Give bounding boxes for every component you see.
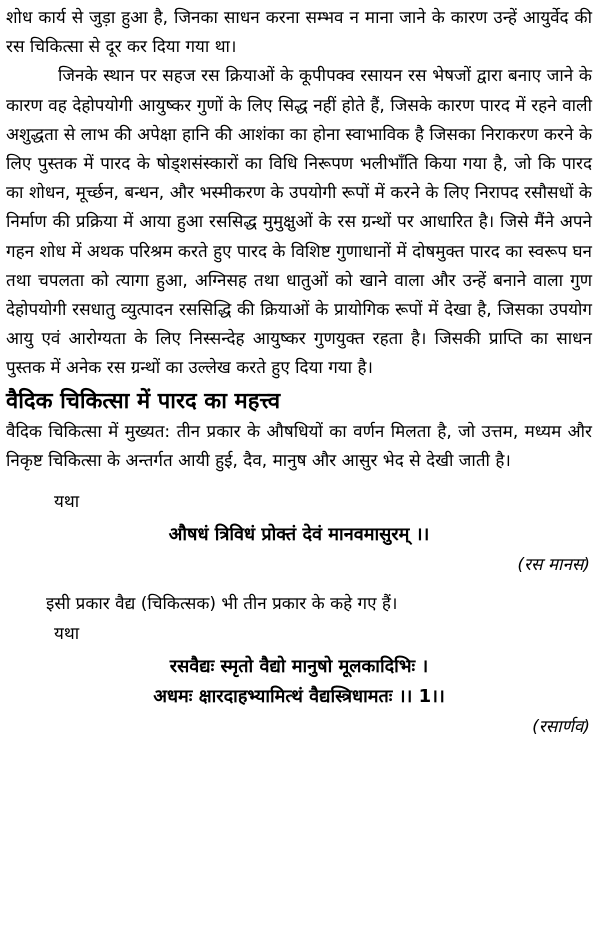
verse-line: औषधं त्रिविधं प्रोक्तं देवं मानवमासुरम् ।।	[168, 524, 430, 546]
yatha-label: यथा	[54, 624, 80, 645]
verse-line: अधमः क्षारदाहभ्यामित्थं वैद्यस्त्रिधामतः ।। 1।।	[153, 686, 445, 708]
verse-source: (रस मानस)	[517, 555, 590, 576]
vaidya-line: इसी प्रकार वैद्य (चिकित्सक) भी तीन प्रकार के कहे गए हैं।	[46, 594, 398, 615]
section-heading: वैदिक चिकित्सा में पारद का महत्त्व	[6, 388, 281, 414]
verse-line: रसवैद्यः स्मृतो वैद्यो मानुषो मूलकादिभिः ।	[169, 656, 429, 678]
intro-paragraph: शोध कार्य से जुड़ा हुआ है, जिनका साधन करना सम्भव न माना जाने के कारण उन्हें आयुर्वेद की रस चिकित्सा से दूर कर दिया गया था।	[6, 8, 592, 58]
section-paragraph: वैदिक चिकित्सा में मुख्यत: तीन प्रकार के औषधियों का वर्णन मिलता है, जो उत्तम, मध्यम और निकृष्ट चिकित्सा के अन्तर्गत आयी हुई, दैव, मानुष और आसुर भेद से देखी जाती है।	[6, 421, 592, 471]
main-paragraph: जिनके स्थान पर सहज रस क्रियाओं के कूपीपक्व रसायन रस भेषजों द्वारा बनाए जाने के कारण वह देहोपयोगी आयुष्कर गुणों के लिए सिद्ध नहीं होते हैं, जिसके कारण पारद में रहने वाली अशुद्धता से लाभ की अपेक्षा हानि की आशंका का होना स्वाभाविक है जिसका निराकरण करने के लिए पुस्तक में पारद के षोड्शसंस्कारों का विधि निरूपण भलीभाँति किया गया है, जो कि पारद का शोधन, मूर्च्छन, बन्धन, और भस्मीकरण के उपयोगी रूपों में करने के लिए निरापद रसौसधों के निर्माण की प्रक्रिया में आया हुआ रससिद्ध मुमुक्षुओं के रस ग्रन्थों पर आधारित है। जिसे मैंने अपने गहन शोध में अथक परिश्रम करते हुए पारद के विशिष्ट गुणाधानों में दोषमुक्त पारद का स्वरूप घन तथा चपलता को त्यागा हुआ, अग्निसह तथा धातुओं को खाने वाला और उन्हें बनाने वाला गुण देहोपयोगी रसधातु व्युत्पादन रससिद्धि की क्रियाओं के प्रायोगिक रूपों में देखा है, जिसका उपयोग आयु एवं आरोग्यता के लिए निस्सन्देह आयुष्कर गुणयुक्त रहता है। जिसकी प्राप्ति का साधन पुस्तक में अनेक रस ग्रन्थों का उल्लेख करते हुए दिया गया है।	[6, 66, 592, 379]
verse-source: (रसार्णव)	[532, 717, 590, 738]
yatha-label: यथा	[54, 492, 80, 513]
